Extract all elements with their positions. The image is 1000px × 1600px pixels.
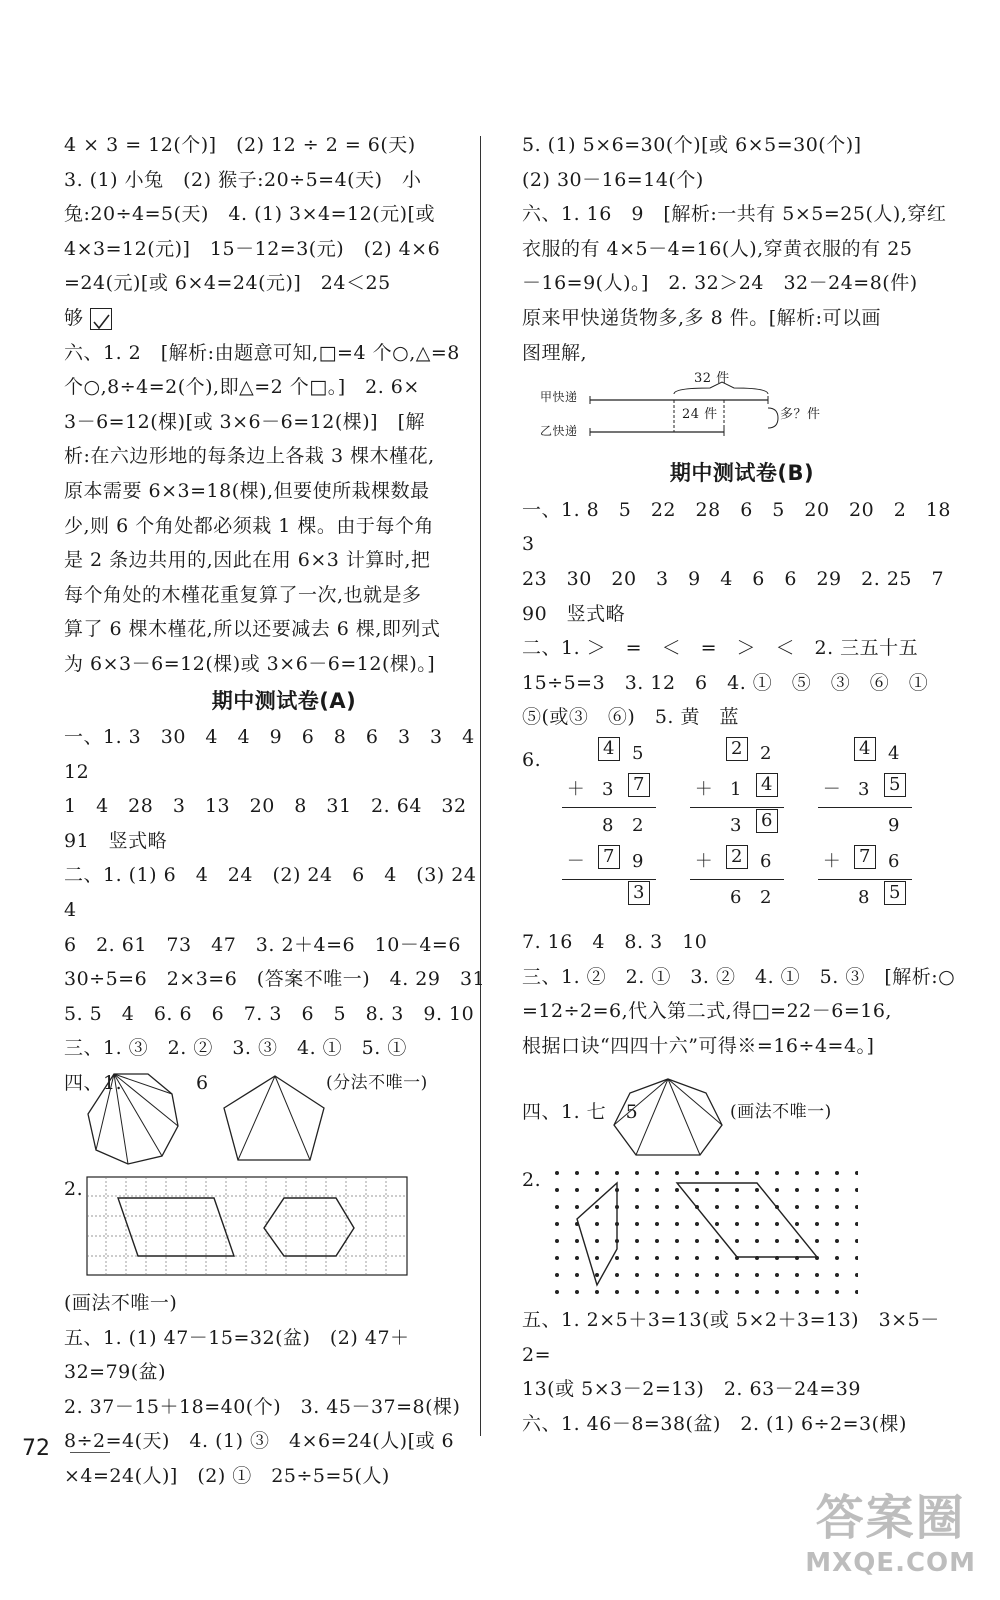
dot-grid-drawing	[540, 1169, 858, 1297]
text-line: 4 × 3 = 12(个)] (2) 12 ÷ 2 = 6(天)	[64, 134, 416, 156]
digit: 6	[730, 886, 742, 908]
text-line: 三、1. ③ 2. ② 3. ③ 4. ① 5. ①	[64, 1037, 407, 1060]
sum-line	[818, 879, 912, 880]
grid-dot	[755, 1222, 759, 1226]
grid-dot	[595, 1188, 599, 1192]
label-mid: 24 件	[682, 407, 718, 423]
grid-dot	[735, 1239, 739, 1243]
filled-box-digit: 3	[628, 881, 650, 905]
digit: 9	[888, 814, 900, 836]
grid-dot	[555, 1222, 559, 1226]
grid-dot	[715, 1239, 719, 1243]
text-line-with-check	[64, 301, 504, 336]
grid-dot	[815, 1188, 819, 1192]
grid-dot	[715, 1205, 719, 1209]
grid-dot	[795, 1273, 799, 1277]
octagon-diagram	[84, 1070, 184, 1166]
question-label: 四、1. 七 5	[522, 1101, 639, 1124]
arith-block	[674, 735, 786, 915]
text-line: 3. (1) 小兔 (2) 猴子:20÷5=4(天) 小	[64, 168, 422, 191]
grid-dot	[655, 1188, 659, 1192]
text-line: 算了 6 棵木槿花,所以还要减去 6 棵,即列式	[64, 618, 441, 641]
grid-dot	[575, 1239, 579, 1243]
text-line: 23 30 20 3 9 4 6 6 29 2. 25 7	[522, 567, 945, 590]
text-line: 为 6×3－6=12(棵)或 3×6－6=12(棵)。]	[64, 652, 436, 675]
grid-dot	[555, 1273, 559, 1277]
text-line: 3－6=12(棵)[或 3×6－6=12(棵)] [解	[64, 410, 425, 433]
grid-dot	[575, 1256, 579, 1260]
grid-dot	[835, 1273, 839, 1277]
text-line: 2. 37－15＋18=40(个) 3. 45－37=8(棵)	[64, 1395, 461, 1418]
operator: ＋	[566, 778, 586, 800]
note: (分法不唯一)	[326, 1073, 428, 1094]
grid-dot	[655, 1171, 659, 1175]
sum-line	[818, 807, 912, 808]
grid-dot	[635, 1171, 639, 1175]
grid-dot	[555, 1256, 559, 1260]
text-line: 二、1. (1) 6 4 24 (2) 24 6 4 (3) 24 4	[64, 864, 496, 922]
digit: 9	[632, 850, 644, 872]
digit: 6	[760, 850, 772, 872]
grid-dot	[555, 1171, 559, 1175]
grid-drawing	[86, 1176, 408, 1276]
note: (画法不唯一)	[730, 1102, 832, 1123]
arith-block	[546, 735, 658, 915]
question-label: 2.	[64, 1178, 84, 1201]
section-title: 期中测试卷(A)	[211, 688, 357, 713]
grid-dot	[675, 1239, 679, 1243]
grid-dot	[855, 1188, 858, 1192]
grid-dot	[555, 1188, 559, 1192]
grid-dot	[835, 1188, 839, 1192]
grid-dot	[755, 1290, 759, 1294]
text-line: 7. 16 4 8. 3 10	[522, 930, 708, 953]
grid-dot	[655, 1273, 659, 1277]
digit: 6	[888, 850, 900, 872]
grid-dot	[675, 1188, 679, 1192]
operator: －	[566, 850, 586, 872]
text-line: ×4=24(人)] (2) ① 25÷5=5(人)	[64, 1465, 390, 1487]
filled-box-digit: 5	[884, 881, 906, 905]
grid-dot	[595, 1205, 599, 1209]
digit: 3	[858, 778, 870, 800]
question-label: 2.	[522, 1169, 542, 1192]
grid-dot	[655, 1205, 659, 1209]
text-line: 六、1. 46－8=38(盆) 2. (1) 6÷2=3(棵)	[522, 1413, 907, 1436]
text-line: 一、1. 3 30 4 4 9 6 8 6 3 3 4 12	[64, 726, 495, 783]
digit: 4	[888, 742, 900, 764]
grid-dot	[635, 1239, 639, 1243]
grid-dot	[635, 1273, 639, 1277]
watermark-url: MXQE.COM	[805, 1548, 976, 1578]
grid-dot	[635, 1222, 639, 1226]
operator: ＋	[822, 850, 842, 872]
grid-dot	[795, 1222, 799, 1226]
grid-dot	[835, 1256, 839, 1260]
text-line: (2) 30－16=14(个)	[522, 168, 704, 191]
grid-dot	[815, 1239, 819, 1243]
text-line: 原来甲快递货物多,多 8 件。[解析:可以画	[522, 306, 882, 329]
grid-dot	[695, 1256, 699, 1260]
operator: ＋	[694, 778, 714, 800]
grid-dot	[815, 1273, 819, 1277]
filled-box-digit: 5	[884, 773, 906, 797]
grid-dot	[655, 1239, 659, 1243]
text-line: 13(或 5×3－2=13) 2. 63－24=39	[522, 1378, 861, 1401]
text-line: 根据口诀“四四十六”可得※=16÷4=4。]	[522, 1034, 875, 1057]
grid-dot	[795, 1205, 799, 1209]
grid-dot	[655, 1222, 659, 1226]
text-line: 4×3=12(元)] 15－12=3(元) (2) 4×6	[64, 237, 441, 260]
grid-figure-row	[64, 1174, 504, 1282]
grid-dot	[755, 1171, 759, 1175]
grid-dot	[675, 1171, 679, 1175]
filled-box-digit: 4	[598, 737, 620, 761]
digit: 8	[602, 814, 614, 836]
text-line: 六、1. 2 [解析:由题意可知,□=4 个○,△=8	[64, 341, 460, 364]
filled-box-digit: 4	[756, 773, 778, 797]
label-total: 32 件	[694, 371, 730, 387]
grid-dot	[775, 1188, 779, 1192]
grid-dot	[575, 1273, 579, 1277]
text-line: 少,则 6 个角处都必须栽 1 棵。由于每个角	[64, 514, 434, 537]
text-line: 析:在六边形地的每条边上各栽 3 棵木槿花,	[64, 445, 435, 468]
text-line: 六、1. 16 9 [解析:一共有 5×5=25(人),穿红	[522, 203, 947, 226]
digit: 2	[760, 886, 772, 908]
grid-dot	[795, 1290, 799, 1294]
grid-dot	[715, 1273, 719, 1277]
grid-dot	[675, 1273, 679, 1277]
grid-dot	[595, 1239, 599, 1243]
grid-dot	[615, 1273, 619, 1277]
left-column	[64, 128, 504, 1494]
grid-dot	[835, 1171, 839, 1175]
heptagon-diagram	[610, 1075, 726, 1161]
text-line: －16=9(人)。] 2. 32＞24 32－24=8(件)	[522, 272, 918, 295]
text-line: 五、1. 2×5＋3=13(或 5×2＋3=13) 3×5－2=	[522, 1309, 940, 1366]
text-line: ⑤(或③ ⑥) 5. 黄 蓝	[522, 706, 739, 729]
text-line: 一、1. 8 5 22 28 6 5 20 20 2 18 3	[522, 498, 971, 556]
grid-dot	[715, 1171, 719, 1175]
label-b: 乙快递	[540, 424, 578, 439]
section-title: 期中测试卷(B)	[669, 461, 815, 486]
digit: 5	[632, 742, 644, 764]
dot-grid-figure-row	[522, 1165, 962, 1299]
footer-rule	[70, 1452, 110, 1453]
grid-dot	[815, 1222, 819, 1226]
sum-line	[690, 879, 784, 880]
grid-dot	[815, 1290, 819, 1294]
grid-dot	[635, 1188, 639, 1192]
grid-dot	[575, 1188, 579, 1192]
grid-dot	[855, 1205, 858, 1209]
question-label: 6.	[522, 748, 542, 771]
grid-dot	[775, 1222, 779, 1226]
grid-dot	[795, 1188, 799, 1192]
grid-dot	[715, 1290, 719, 1294]
grid-dot	[595, 1222, 599, 1226]
digit: 8	[858, 886, 870, 908]
grid-dot	[615, 1256, 619, 1260]
text-line: 90 竖式略	[522, 602, 626, 625]
grid-dot	[855, 1171, 858, 1175]
text-line: =12÷2=6,代入第二式,得□=22－6=16,	[522, 1000, 892, 1023]
grid-dot	[635, 1256, 639, 1260]
grid-dot	[675, 1290, 679, 1294]
text-fragment: 够	[64, 306, 84, 329]
grid-dot	[835, 1205, 839, 1209]
grid-dot	[595, 1273, 599, 1277]
right-column	[522, 128, 971, 1442]
label-question: 多？件	[780, 407, 821, 423]
page-number: 72	[22, 1436, 50, 1461]
grid-dot	[775, 1171, 779, 1175]
grid-dot	[755, 1273, 759, 1277]
text-line: 个○,8÷4=2(个),即△=2 个□。] 2. 6×	[64, 376, 420, 399]
watermark-logo	[805, 1479, 976, 1578]
grid-dot	[855, 1222, 858, 1226]
grid-dot	[695, 1290, 699, 1294]
grid-dot	[675, 1256, 679, 1260]
text-line: 30÷5=6 2×3=6 (答案不唯一) 4. 29 31	[64, 968, 486, 991]
grid-dot	[575, 1171, 579, 1175]
grid-dot	[595, 1290, 599, 1294]
grid-dot	[735, 1171, 739, 1175]
text-line: 衣服的有 4×5－4=16(人),穿黄衣服的有 25	[522, 237, 913, 260]
grid-dot	[855, 1290, 858, 1294]
vertical-arithmetic	[522, 735, 962, 925]
sum-line	[562, 879, 656, 880]
sum-line	[562, 807, 656, 808]
grid-dot	[735, 1273, 739, 1277]
operator: －	[822, 778, 842, 800]
grid-dot	[835, 1290, 839, 1294]
sum-line	[690, 807, 784, 808]
text-line: 图理解,	[522, 341, 588, 364]
grid-dot	[715, 1188, 719, 1192]
text-line: 五、1. (1) 47－15=32(盆) (2) 47＋32=79(盆)	[64, 1326, 410, 1384]
text-line: 原本需要 6×3=18(棵),但要使所栽棵数最	[64, 479, 430, 502]
digit: 3	[602, 778, 614, 800]
text-line: 91 竖式略	[64, 829, 168, 852]
note: (画法不唯一)	[64, 1292, 178, 1315]
text-line: 5. (1) 5×6=30(个)[或 6×5=30(个)]	[522, 134, 862, 156]
digit: 2	[632, 814, 644, 836]
grid-dot	[695, 1188, 699, 1192]
grid-dot	[595, 1256, 599, 1260]
text-line: 每个角处的木槿花重复算了一次,也就是多	[64, 583, 422, 606]
digit: 3	[730, 814, 742, 836]
label-a: 甲快递	[540, 390, 578, 405]
grid-dot	[635, 1205, 639, 1209]
grid-dot	[835, 1222, 839, 1226]
grid-dot	[655, 1290, 659, 1294]
digit: 1	[730, 778, 742, 800]
filled-box-digit: 7	[854, 845, 876, 869]
text-line: 二、1. ＞ = ＜ = ＞ ＜ 2. 三五十五	[522, 637, 919, 660]
grid-dot	[675, 1222, 679, 1226]
grid-dot	[735, 1188, 739, 1192]
grid-dot	[775, 1290, 779, 1294]
filled-box-digit: 2	[726, 737, 748, 761]
grid-dot	[635, 1290, 639, 1294]
filled-box-digit: 4	[854, 737, 876, 761]
grid-dot	[735, 1222, 739, 1226]
grid-dot	[735, 1290, 739, 1294]
grid-dot	[775, 1239, 779, 1243]
operator: ＋	[694, 850, 714, 872]
pentagon-diagram	[222, 1072, 328, 1164]
filled-box-digit: 7	[628, 773, 650, 797]
grid-dot	[695, 1239, 699, 1243]
checkmark-box-icon	[90, 308, 112, 330]
grid-dot	[615, 1171, 619, 1175]
filled-box-digit: 7	[598, 845, 620, 869]
text-line: 兔:20÷4=5(天) 4. (1) 3×4=12(元)[或	[64, 203, 435, 226]
grid-dot	[555, 1205, 559, 1209]
text-line: 6 2. 61 73 47 3. 2＋4=6 10－4=6	[64, 933, 461, 956]
grid-dot	[735, 1205, 739, 1209]
grid-dot	[695, 1171, 699, 1175]
question-label: 四、1.	[64, 1072, 123, 1095]
grid-dot	[675, 1205, 679, 1209]
grid-dot	[835, 1239, 839, 1243]
filled-box-digit: 2	[726, 845, 748, 869]
grid-dot	[695, 1273, 699, 1277]
grid-dot	[555, 1290, 559, 1294]
grid-dot	[795, 1239, 799, 1243]
grid-dot	[715, 1222, 719, 1226]
grid-dot	[715, 1256, 719, 1260]
answer-value: 6	[196, 1072, 209, 1095]
grid-dot	[555, 1239, 559, 1243]
text-line: 1 4 28 3 13 20 8 31 2. 64 32	[64, 795, 467, 818]
grid-dot	[855, 1273, 858, 1277]
grid-dot	[575, 1205, 579, 1209]
filled-box-digit: 6	[756, 809, 778, 833]
grid-dot	[655, 1256, 659, 1260]
grid-dot	[615, 1290, 619, 1294]
grid-dot	[815, 1205, 819, 1209]
polygon-figure-row	[64, 1070, 504, 1170]
comparison-bar-diagram	[522, 371, 962, 452]
grid-dot	[815, 1171, 819, 1175]
grid-dot	[755, 1205, 759, 1209]
grid-dot	[595, 1171, 599, 1175]
arith-block	[802, 735, 914, 915]
grid-dot	[695, 1222, 699, 1226]
grid-dot	[755, 1188, 759, 1192]
grid-dot	[755, 1239, 759, 1243]
text-line: 是 2 条边共用的,因此在用 6×3 计算时,把	[64, 549, 431, 572]
grid-dot	[795, 1171, 799, 1175]
grid-dot	[575, 1290, 579, 1294]
text-line: 8÷2=4(天) 4. (1) ③ 4×6=24(人)[或 6	[64, 1430, 455, 1453]
digit: 2	[760, 742, 772, 764]
grid-dot	[855, 1239, 858, 1243]
text-line: =24(元)[或 6×4=24(元)] 24＜25	[64, 272, 391, 295]
watermark-text: 答案圈	[815, 1490, 966, 1546]
grid-dot	[775, 1273, 779, 1277]
heptagon-figure-row	[522, 1075, 962, 1161]
grid-dot	[855, 1256, 858, 1260]
text-line: 15÷5=3 3. 12 6 4. ① ⑤ ③ ⑥ ①	[522, 671, 929, 694]
text-line: 三、1. ② 2. ① 3. ② 4. ① 5. ③ [解析:○	[522, 965, 956, 988]
text-line: 5. 5 4 6. 6 6 7. 3 6 5 8. 3 9. 10	[64, 1002, 475, 1025]
